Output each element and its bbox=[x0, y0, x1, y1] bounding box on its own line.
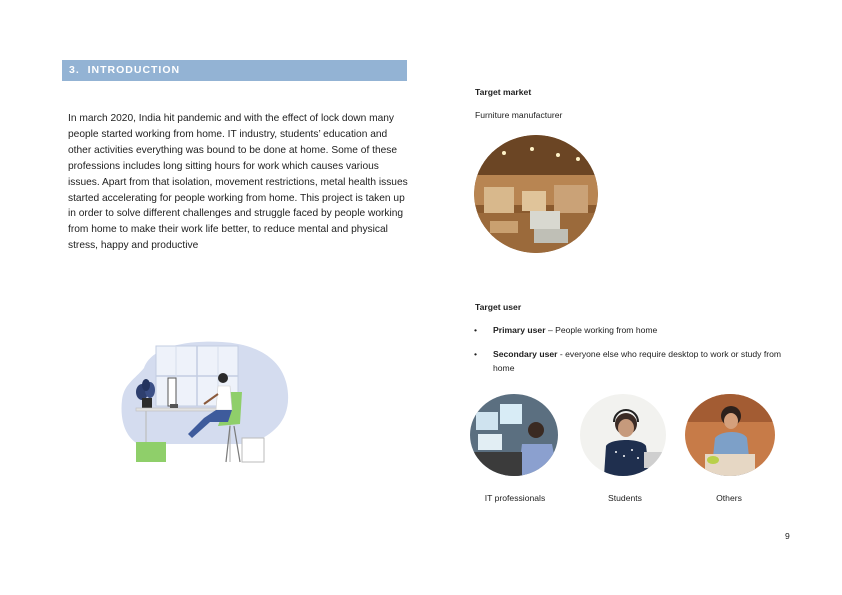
bullet-label: Primary user bbox=[493, 325, 546, 335]
caption-students: Students bbox=[608, 493, 642, 503]
bullet-text: – People working from home bbox=[545, 325, 658, 335]
section-number: 3. bbox=[69, 64, 80, 76]
target-user-heading: Target user bbox=[475, 302, 522, 312]
bin bbox=[242, 438, 264, 462]
bullet-icon: • bbox=[474, 349, 478, 359]
target-user-list bbox=[474, 323, 794, 385]
caption-it-professionals: IT professionals bbox=[484, 493, 546, 503]
section-heading bbox=[62, 60, 407, 81]
target-market-heading: Target market bbox=[475, 87, 532, 97]
bullet-text: - everyone else who require desktop to work or study from home bbox=[493, 349, 782, 373]
work-from-home-illustration bbox=[118, 338, 290, 468]
caption-others: Others bbox=[716, 493, 742, 503]
list-item bbox=[474, 347, 794, 375]
monitor bbox=[168, 378, 176, 406]
intro-paragraph: In march 2020, India hit pandemic and with the effect of lock down many people started working from home. IT industry, students’ education and other activities everything was bound to be done at home. Some of these professions includes long sitting hours for work which causes various issues. Apart from that isolation, movement restrictions, metal health issues started accelerating for people working from home. This project is taken up in order to solve different challenges and struggle faced by people working from home to make their work life better, to reduce mental and physical stress, happy and productive bbox=[68, 113, 408, 252]
bullet-label: Secondary user bbox=[493, 349, 558, 359]
green-bag bbox=[136, 442, 166, 462]
furniture-factory-photo bbox=[474, 135, 598, 253]
section-title: INTRODUCTION bbox=[87, 64, 181, 76]
bullet-icon: • bbox=[474, 325, 478, 335]
target-market-value: Furniture manufacturer bbox=[475, 110, 563, 120]
list-item bbox=[474, 323, 794, 337]
it-professional-photo bbox=[470, 394, 558, 476]
page-number: 9 bbox=[785, 531, 790, 541]
student-photo bbox=[580, 394, 666, 476]
others-photo bbox=[685, 394, 775, 476]
person-head bbox=[218, 373, 228, 383]
